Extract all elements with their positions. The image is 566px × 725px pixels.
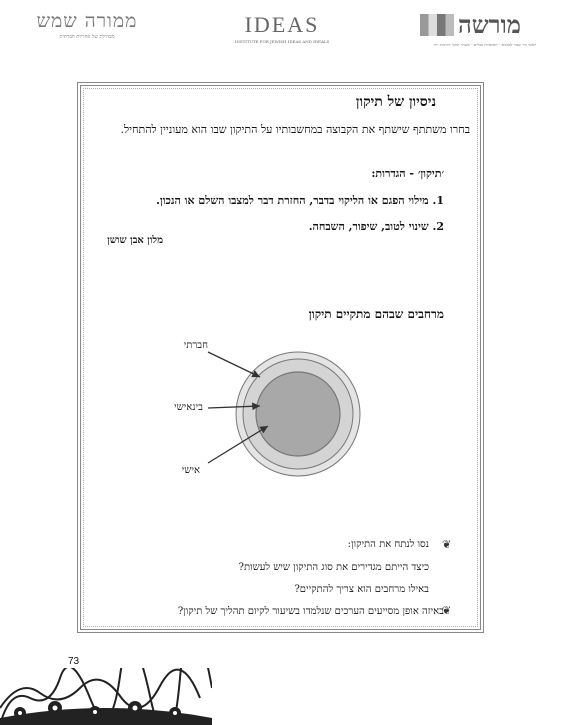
memorah-logo-subtitle: מכהילת של אחריות חברתית xyxy=(59,34,115,40)
question-2: באילו מרחבים הוא צריך להתקיים? xyxy=(294,584,429,595)
task-2: באיזה אופן מסייעים הערכים שנלמדו בשיעור לקיום תהליך של תיקון? xyxy=(177,606,444,617)
mosaic-emblem-icon xyxy=(420,14,454,36)
label-interpersonal: בינאישי xyxy=(173,402,203,413)
morasha-logo-subtitle: ראשי נח׳ שמר לכאנים - המוסדות בכלים - משרד ההכי ותרבות ו״ה xyxy=(433,42,537,47)
source-citation: מלון אבן שושן xyxy=(107,235,163,246)
ideas-logo-subtitle: INSTITUTE FOR JEWISH IDEAS AND IDEALS xyxy=(234,39,330,44)
task-1: נסו לנתח את התיקון: xyxy=(347,539,429,550)
ideas-logo-title: IDEAS xyxy=(244,12,320,37)
memorah-shemesh-logo xyxy=(22,10,152,40)
page-number: 73 xyxy=(68,656,80,667)
definition-1: 1. מילוי הפגם או הליקוי בדבר, החזרת דבר למצבו השלם או הנכון. xyxy=(156,194,444,207)
definitions-heading: ׳תיקון׳ - הגדרות: xyxy=(371,167,444,180)
ideas-logo xyxy=(232,14,332,44)
fleuron-bullet-icon: ❦ xyxy=(442,538,452,551)
label-personal: אישי xyxy=(181,465,200,476)
arrow-social xyxy=(208,352,260,377)
label-social: חברתי xyxy=(183,340,208,351)
inner-circle-personal xyxy=(256,372,340,456)
morasha-logo-title: מורשה xyxy=(458,10,521,39)
question-1: כיצד הייתם מגדירים את סוג התיקון שיש לעשות? xyxy=(238,562,429,573)
fleuron-bullet-icon: ❦ xyxy=(442,604,452,617)
arabesque-ornament-icon xyxy=(0,668,212,725)
page-title: ניסיון של תיקון xyxy=(355,94,436,110)
memorah-logo-title: ממורה שמש xyxy=(36,10,138,32)
intro-text: בחרו משתתף שישתף את הקבוצה במחשבותיו על התיקון שבו הוא מעוניין להתחיל. xyxy=(120,123,470,136)
spaces-heading: מרחבים שבהם מתקיים תיקון xyxy=(308,307,444,321)
definition-2: 2. שינוי לטוב, שיפור, השבחה. xyxy=(308,220,444,233)
